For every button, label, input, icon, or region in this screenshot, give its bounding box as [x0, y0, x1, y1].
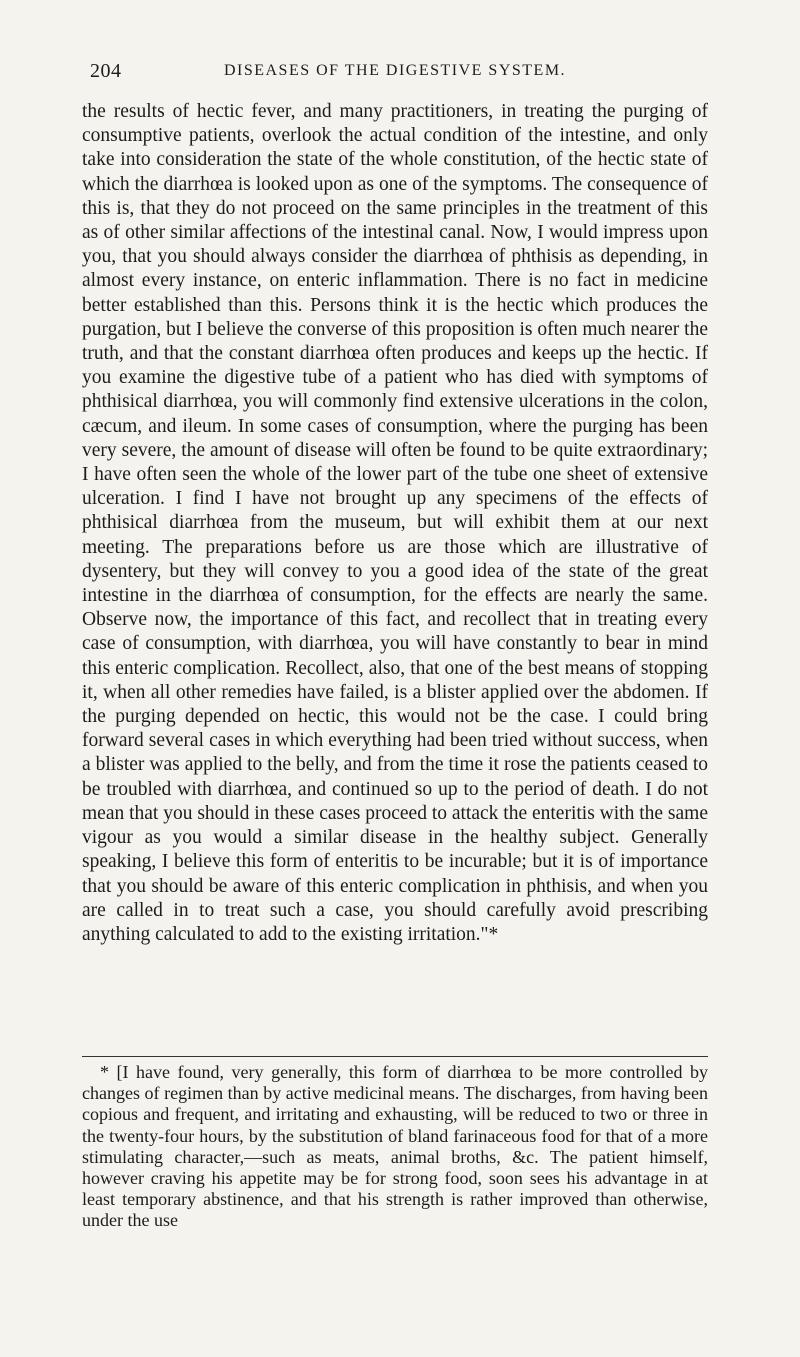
running-head: DISEASES OF THE DIGESTIVE SYSTEM. [223, 62, 567, 79]
footnote: * [I have found, very generally, this form of diarrhœa to be more controlled by changes of regimen than by active medicinal means. The discharges, from having been copious and frequent, and irritating and exhausting, will be reduced to two or three in the twenty-four hours, by the substitution of bland farinaceous food for that of a more stimulating character,—such as meats, animal broths, &c. The patient himself, however craving his appetite may be for strong food, soon sees his advantage in at least temporary abstinence, and that his strength is rather improved than otherwise, under the use [82, 1062, 708, 1231]
page-header [82, 60, 708, 84]
page-number: 204 [90, 60, 122, 82]
footnote-divider [82, 1056, 708, 1057]
body-paragraph: the results of hectic fever, and many practitioners, in treating the purging of consumptive patients, overlook the actual condition of the intestine, and only take into consideration the state of the whole constitution, of the hectic state of which the diarrhœa is looked upon as one of the symptoms. The consequence of this is, that they do not proceed on the same principles in the treatment of this as of other similar affections of the intestinal canal. Now, I would impress upon you, that you should always consider the diarrhœa of phthisis as depending, in almost every instance, on enteric inflammation. There is no fact in medicine better established than this. Persons think it is the hectic which produces the purgation, but I believe the converse of this proposition is often much nearer the truth, and that the constant diarrhœa often produces and keeps up the hectic. If you examine the digestive tube of a patient who has died with symptoms of phthisical diarrhœa, you will commonly find extensive ulcerations in the colon, cæcum, and ileum. In some cases of consumption, where the purging has been very severe, the amount of disease will often be found to be quite extraordinary; I have often seen the whole of the lower part of the tube one sheet of extensive ulceration. I find I have not brought up any specimens of the effects of phthisical diarrhœa from the museum, but will exhibit them at our next meeting. The preparations before us are those which are illustrative of dysentery, but they will convey to you a good idea of the state of the great intestine in the diarrhœa of consumption, for the effects are nearly the same. Observe now, the importance of this fact, and recollect that in treating every case of consumption, with diarrhœa, you will have constantly to bear in mind this enteric complication. Recollect, also, that one of the best means of stopping it, when all other remedies have failed, is a blister applied over the abdomen. If the purging depended on hectic, this would not be the case. I could bring forward several cases in which everything had been tried without success, when a blister was applied to the belly, and from the time it rose the patients ceased to be troubled with diarrhœa, and continued so up to the period of death. I do not mean that you should in these cases proceed to attack the enteritis with the same vigour as you would a similar disease in the healthy subject. Generally speaking, I believe this form of enteritis to be incurable; but it is of importance that you should be aware of this enteric complication in phthisis, and when you are called in to treat such a case, you should carefully avoid prescribing anything calculated to add to the existing irritation."* [82, 101, 708, 945]
